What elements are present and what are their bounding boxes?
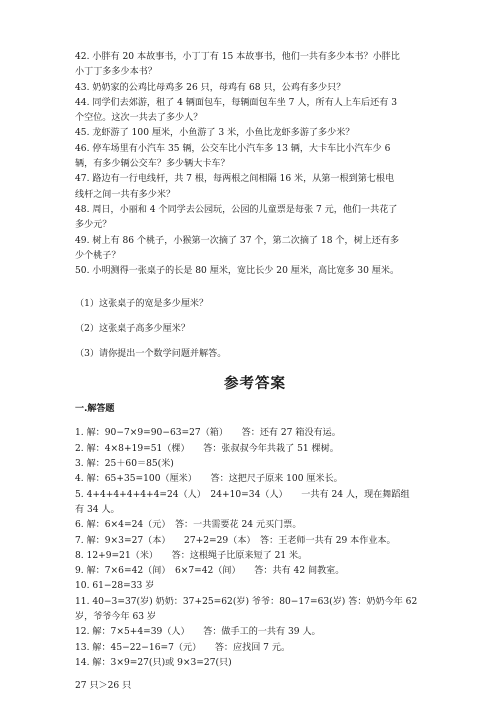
question-line: 辆，有多少辆公交车？多少辆大卡车？	[75, 159, 230, 170]
question-line: 44. 同学们去郊游，租了 4 辆面包车，每辆面包车坐 7 人，所有人上车后还有 3	[75, 97, 397, 108]
sub-question: （3）请你提出一个数学问题并解答。	[75, 349, 227, 360]
answer-line: 14. 解：3×9=27(只)或 9×3=27(只)	[75, 657, 232, 668]
question-line: 43. 奶奶家的公鸡比母鸡多 26 只，母鸡有 68 只，公鸡有多少只？	[75, 82, 346, 93]
question-line: 48. 周日，小丽和 4 个同学去公园玩，公园的儿童票是每张 7 元，他们一共花了	[75, 204, 398, 215]
sub-question: （1）这张桌子的宽是多少厘米？	[75, 299, 209, 310]
question-line: 50. 小明测得一张桌子的长是 80 厘米，宽比长少 20 厘米，高比宽多 30 厘米。	[75, 266, 400, 277]
sub-questions-block	[75, 297, 435, 362]
answer-line: 10. 61−28=33 岁	[75, 581, 155, 592]
answer-key-title: 参考答案	[224, 376, 286, 393]
answer-line: 13. 解：45−22−16=7（元） 答：应找回 7 元。	[75, 642, 291, 653]
question-line: 49. 树上有 86 个桃子，小猴第一次摘了 37 个，第二次摘了 18 个，树上还有多	[75, 235, 400, 246]
answer-line: 6. 解：6×4=24（元） 答：一共需要花 24 元买门票。	[75, 520, 302, 531]
questions-block	[75, 50, 435, 279]
answers-block	[75, 426, 435, 671]
sub-question: （2）这张桌子高多少厘米？	[75, 324, 190, 335]
answer-line: 岁，爷爷今年 63 岁	[75, 612, 157, 623]
question-line: 45. 龙虾游了 100 厘米，小鱼游了 3 米，小鱼比龙虾多游了多少米？	[75, 128, 355, 139]
question-line: 线杆之间一共有多少米？	[75, 189, 176, 200]
answer-line: 12. 解：7×5+4=39（人） 答：做手工的一共有 39 人。	[75, 627, 321, 638]
answer-line: 1. 解：90−7×9=90−63=27（箱） 答：还有 27 箱没有运。	[75, 428, 341, 439]
section-heading: 一.解答题	[75, 404, 115, 415]
answer-line: 5. 4+4+4+4+4+4=24（人） 24+10=34（人） 一共有 24 人，现在舞蹈组	[75, 489, 410, 500]
question-line: 47. 路边有一行电线杆，共 7 根，每两根之间相隔 16 米，从第一根到第七根电	[75, 174, 395, 185]
question-line: 小丁丁多多少本书？	[75, 67, 157, 78]
answer-line: 2. 解：4×8+19=51（棵） 答：张叔叔今年共栽了 51 棵树。	[75, 443, 339, 454]
answer-line: 9. 解：7×6=42（间） 6×7=42（间） 答：共有 42 间教室。	[75, 566, 345, 577]
question-line: 42. 小胖有 20 本故事书，小丁丁有 15 本故事书，他们一共有多少本书？小胖比	[75, 52, 400, 62]
answer-line: 3. 解：25＋60＝85(米)	[75, 459, 174, 470]
answer-line: 8. 12+9=21（米） 答：这根绳子比原来短了 21 米。	[75, 550, 308, 561]
answer-line: 有 34 人。	[75, 504, 120, 515]
worksheet-page	[75, 50, 435, 694]
question-line: 46. 停车场里有小汽车 35 辆，公交车比小汽车多 13 辆，大卡车比小汽车少 6	[75, 143, 391, 154]
answer-line: 7. 解：9×3=27（本） 27+2=29（本） 答：王老师一共有 29 本作业本。	[75, 535, 396, 546]
answer-line: 11. 40−3=37(岁) 奶奶：37+25=62(岁) 爷爷：80−17=63(岁) 答：奶奶今年 62	[75, 596, 418, 607]
final-comparison: 27 只＞26 只	[75, 681, 132, 692]
question-line: 少个桃子？	[75, 250, 121, 261]
question-line: 多少元？	[75, 220, 112, 231]
answer-line: 4. 解：65+35=100（厘米） 答：这把尺子原来 100 厘米长。	[75, 474, 343, 485]
question-line: 个空位。这次一共去了多少人？	[75, 113, 203, 124]
